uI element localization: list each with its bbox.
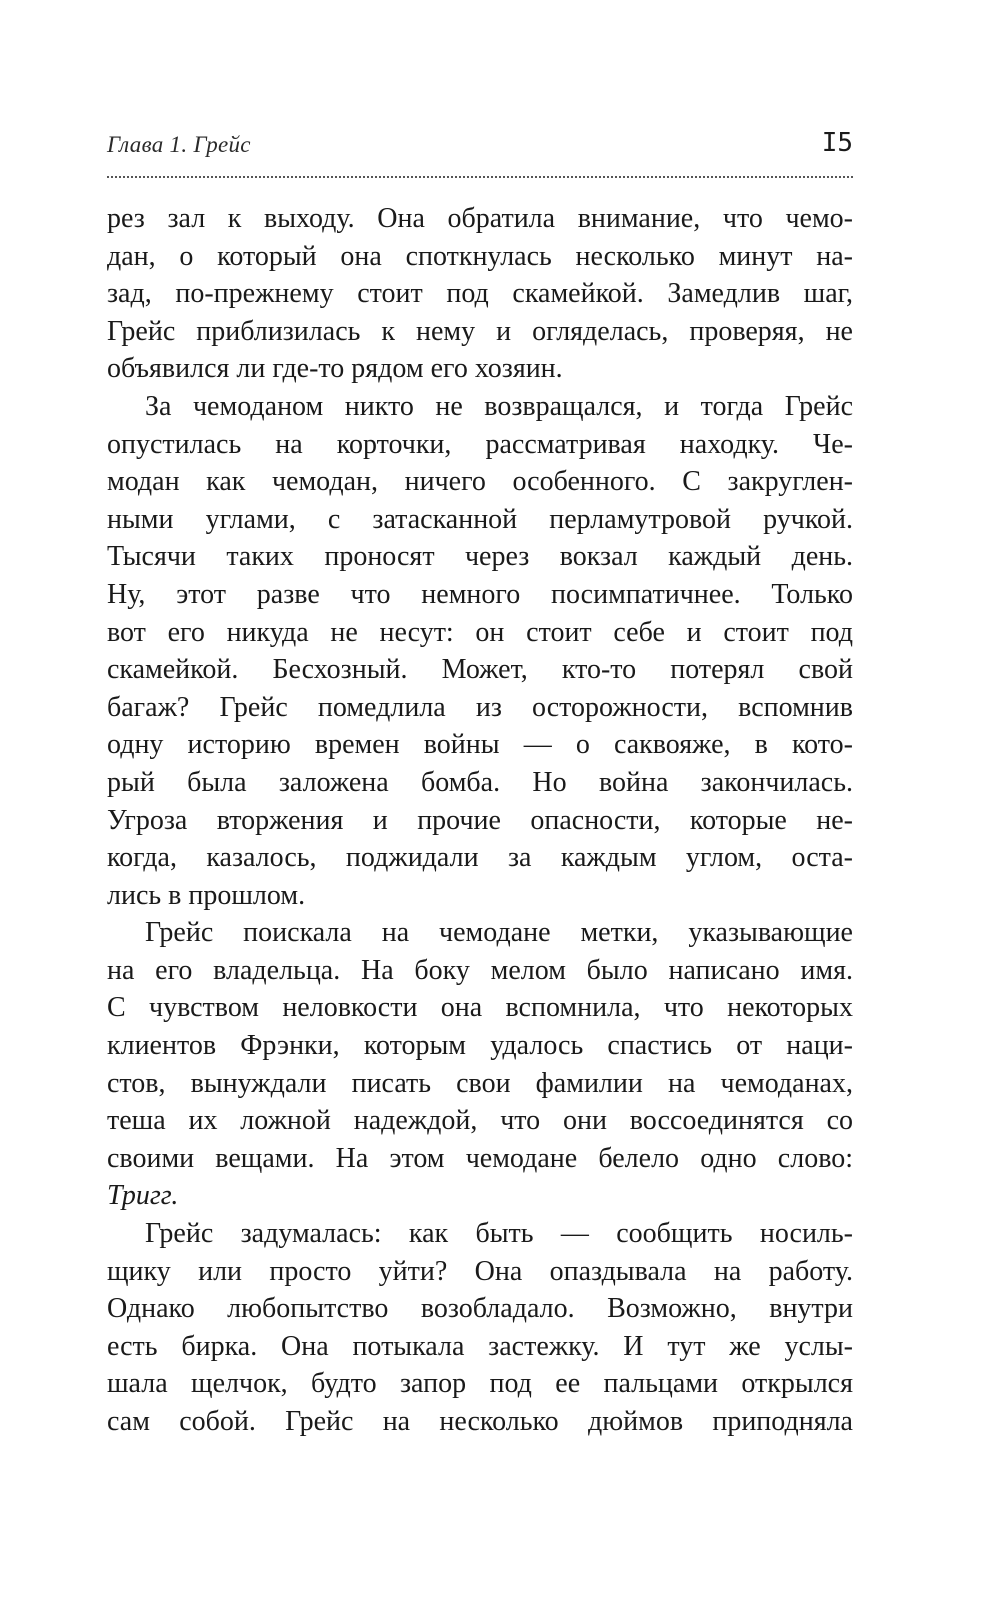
text-line: стов, вынуждали писать свои фамилии на чемоданах, [107,1067,853,1099]
text-line: вот его никуда не несут: он стоит себе и стоит под [107,616,853,648]
text-line: на его владельца. На боку мелом было написано имя. [107,954,853,986]
text-line: опустилась на корточки, рассматривая находку. Че- [107,428,853,460]
text-line: лись в прошлом. [107,879,306,911]
text-line: щику или просто уйти? Она опаздывала на работу. [107,1255,853,1287]
text-line: багаж? Грейс помедлила из осторожности, вспомнив [107,691,853,723]
text-line: Грейс приблизилась к нему и огляделась, проверяя, не [107,315,853,347]
text-line: своими вещами. На этом чемодане белело одно слово: [107,1142,853,1174]
page-number: I5 [821,128,853,158]
text-line: скамейкой. Бесхозный. Может, кто-то потерял свой [107,654,853,686]
text-line: Грейс поискала на чемодане метки, указывающие [145,917,853,949]
text-line: клиентов Фрэнки, которым удалось спастись от наци- [107,1030,853,1062]
text-line: ными углами, с затасканной перламутровой ручкой. [107,503,853,535]
text-line: Тригг. [107,1180,179,1212]
text-line: объявился ли где-то рядом его хозяин. [107,353,563,385]
text-line: За чемоданом никто не возвращался, и тогда Грейс [145,390,853,422]
body-text [107,200,853,1441]
text-line: зад, по-прежнему стоит под скамейкой. Замедлив шаг, [107,278,853,310]
text-line: С чувством неловкости она вспомнила, что некоторых [107,992,853,1024]
text-line: есть бирка. Она потыкала застежку. И тут же услы- [107,1330,853,1362]
text-line: рый была заложена бомба. Но война закончилась. [107,766,853,798]
running-head [107,128,853,168]
dotted-divider [107,176,853,178]
text-line: Ну, этот разве что немного посимпатичнее. Только [107,578,853,610]
text-line: теша их ложной надеждой, что они воссоединятся со [107,1105,853,1137]
text-line: сам собой. Грейс на несколько дюймов приподняла [107,1406,853,1437]
text-line: рез зал к выходу. Она обратила внимание, что чемо- [107,203,853,234]
text-line: Тысячи таких проносят через вокзал каждый день. [107,541,853,573]
text-line: Грейс задумалась: как быть — сообщить носиль- [145,1218,853,1250]
text-line: когда, казалось, поджидали за каждым углом, оста- [107,842,853,874]
text-line: одну историю времен войны — о саквояже, в кото- [107,729,853,761]
text-line: Однако любопытство возобладало. Возможно, внутри [107,1293,853,1325]
chapter-title: Глава 1. Грейс [107,132,251,157]
text-line: модан как чемодан, ничего особенного. С закруглен- [107,466,853,498]
text-line: шала щелчок, будто запор под ее пальцами открылся [107,1368,853,1400]
text-line: дан, о который она споткнулась несколько минут на- [107,240,853,272]
text-line: Угроза вторжения и прочие опасности, которые не- [107,804,853,836]
